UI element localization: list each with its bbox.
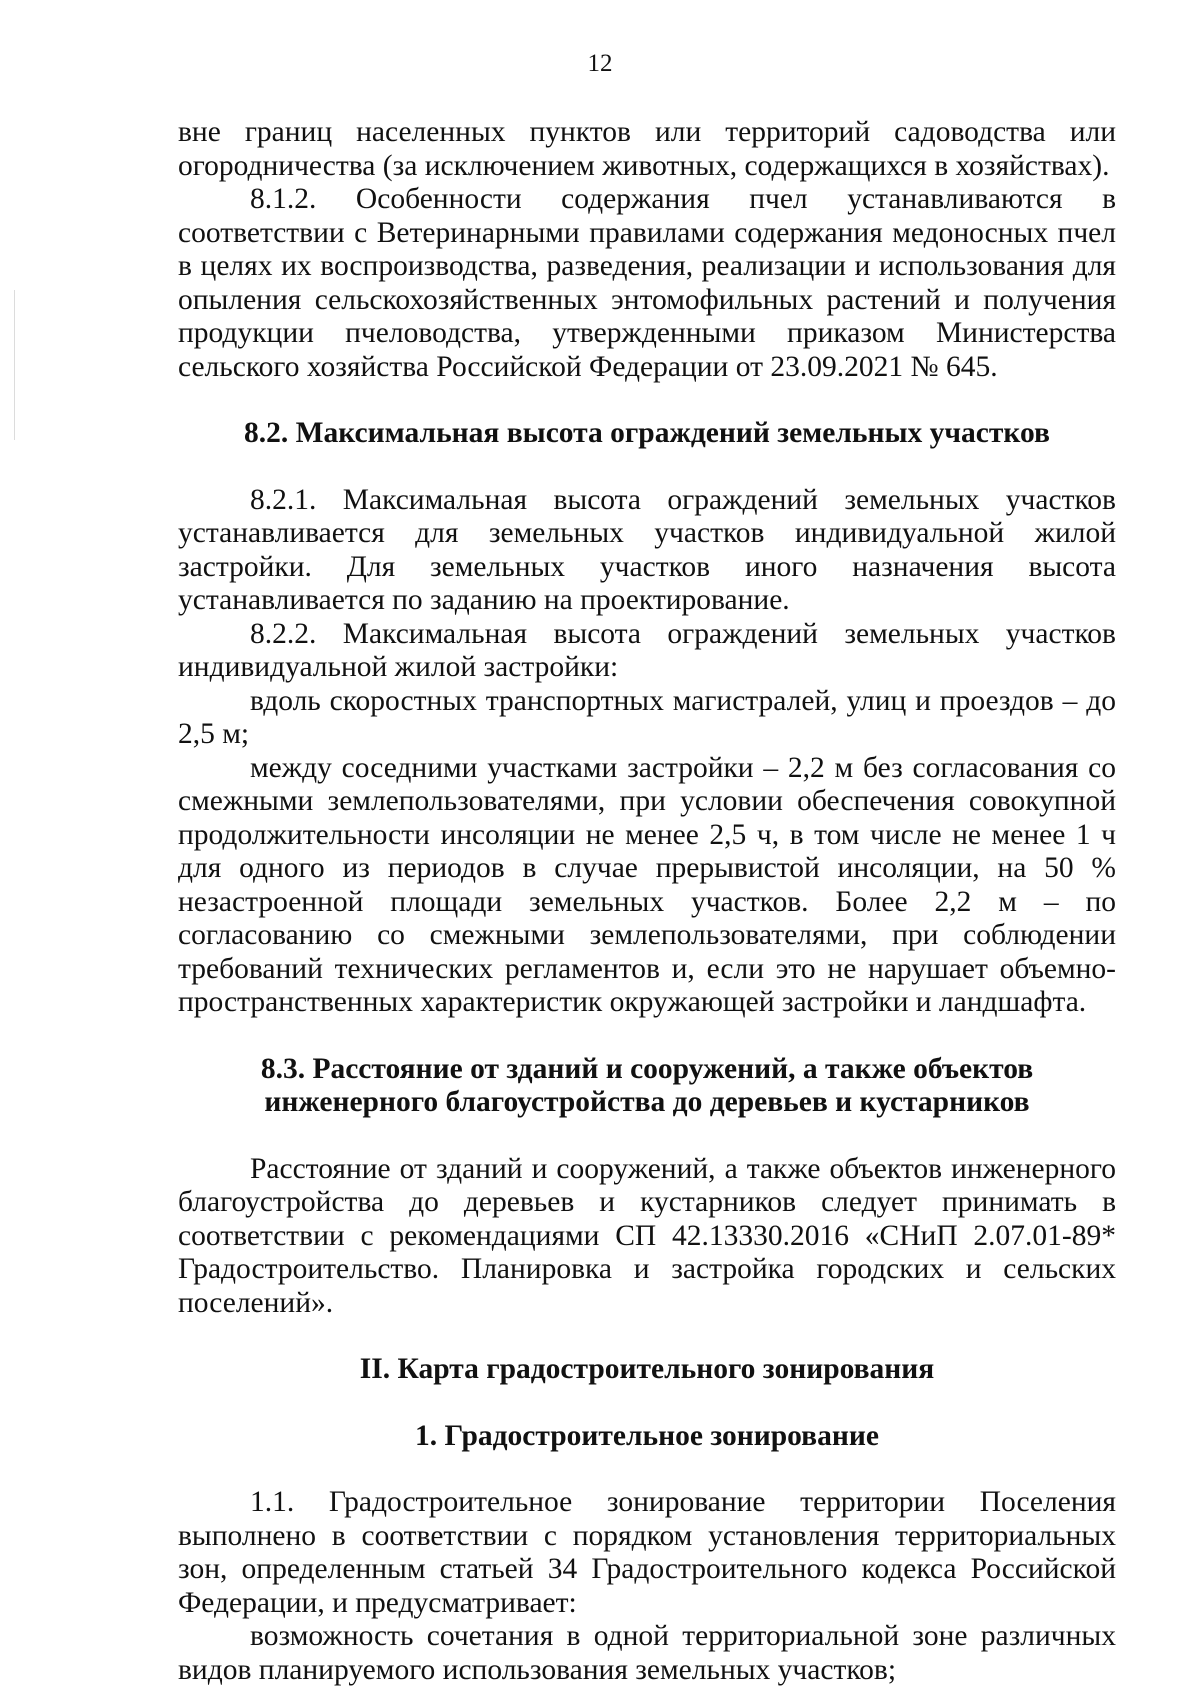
- heading-8-3-line-2: инженерного благоустройства до деревьев и кустарников: [264, 1086, 1030, 1118]
- paragraph-between-plots: между соседними участками застройки – 2,2 м без согласования со смежными землепользователями, при условии обеспечения совокупной продолжительности инсоляции не менее 2,5 ч, в том числе не менее 1 ч для одного из периодов в случае прерывистой инсоляции, на 50 % незастроенной площади земельных участков. Более 2,2 м – по согласованию со смежными землепользователями, при соблюдении требований технических регламентов и, если это не нарушает объемно-пространственных характеристик окружающей застройки и ландшафта.: [178, 751, 1116, 1018]
- paragraph-continuation: вне границ населенных пунктов или территорий садоводства или огородничества (за исключением животных, содержащихся в хозяйствах).: [178, 116, 1116, 182]
- heading-1-zoning: 1. Градостроительное зонирование: [415, 1419, 879, 1452]
- paragraph-8-2-2: 8.2.2. Максимальная высота ограждений земельных участков индивидуальной жилой застройки:: [178, 617, 1116, 683]
- paragraph-combination: возможность сочетания в одной территориальной зоне различных видов планируемого использования земельных участков;: [178, 1620, 1116, 1686]
- heading-8-2: 8.2. Максимальная высота ограждений земельных участков: [244, 417, 1050, 449]
- paragraph-1-1: 1.1. Градостроительное зонирование территории Поселения выполнено в соответствии с порядком установления территориальных зон, определенным статьей 34 Градостроительного кодекса Российской Федерации, и предусматривает:: [178, 1486, 1116, 1619]
- page-number: 12: [587, 50, 613, 77]
- paragraph-8-2-1: 8.2.1. Максимальная высота ограждений земельных участков устанавливается для земельных участков индивидуальной жилой застройки. Для земельных участков иного назначения высота устанавливается по заданию на проектирование.: [178, 483, 1116, 616]
- paragraph-distance-trees: Расстояние от зданий и сооружений, а также объектов инженерного благоустройства до деревьев и кустарников следует принимать в соответствии с рекомендациями СП 42.13330.2016 «СНиП 2.07.01-89* Градостроительство. Планировка и застройка городских и сельских поселений».: [178, 1152, 1116, 1319]
- paragraph-8-1-2: 8.1.2. Особенности содержания пчел устанавливаются в соответствии с Ветеринарными правилами содержания медоносных пчел в целях их воспроизводства, разведения, реализации и использования для опыления сельскохозяйственных энтомофильных растений и получения продукции пчеловодства, утвержденными приказом Министерства сельского хозяйства Российской Федерации от 23.09.2021 № 645.: [178, 183, 1116, 383]
- document-body: [178, 116, 1116, 1687]
- heading-8-3-line-1: 8.3. Расстояние от зданий и сооружений, а также объектов: [260, 1052, 1034, 1085]
- scan-edge-mark: [14, 290, 15, 440]
- heading-section-II: II. Карта градостроительного зонирования: [359, 1353, 935, 1385]
- paragraph-along-roads: вдоль скоростных транспортных магистралей, улиц и проездов – до 2,5 м;: [178, 684, 1116, 750]
